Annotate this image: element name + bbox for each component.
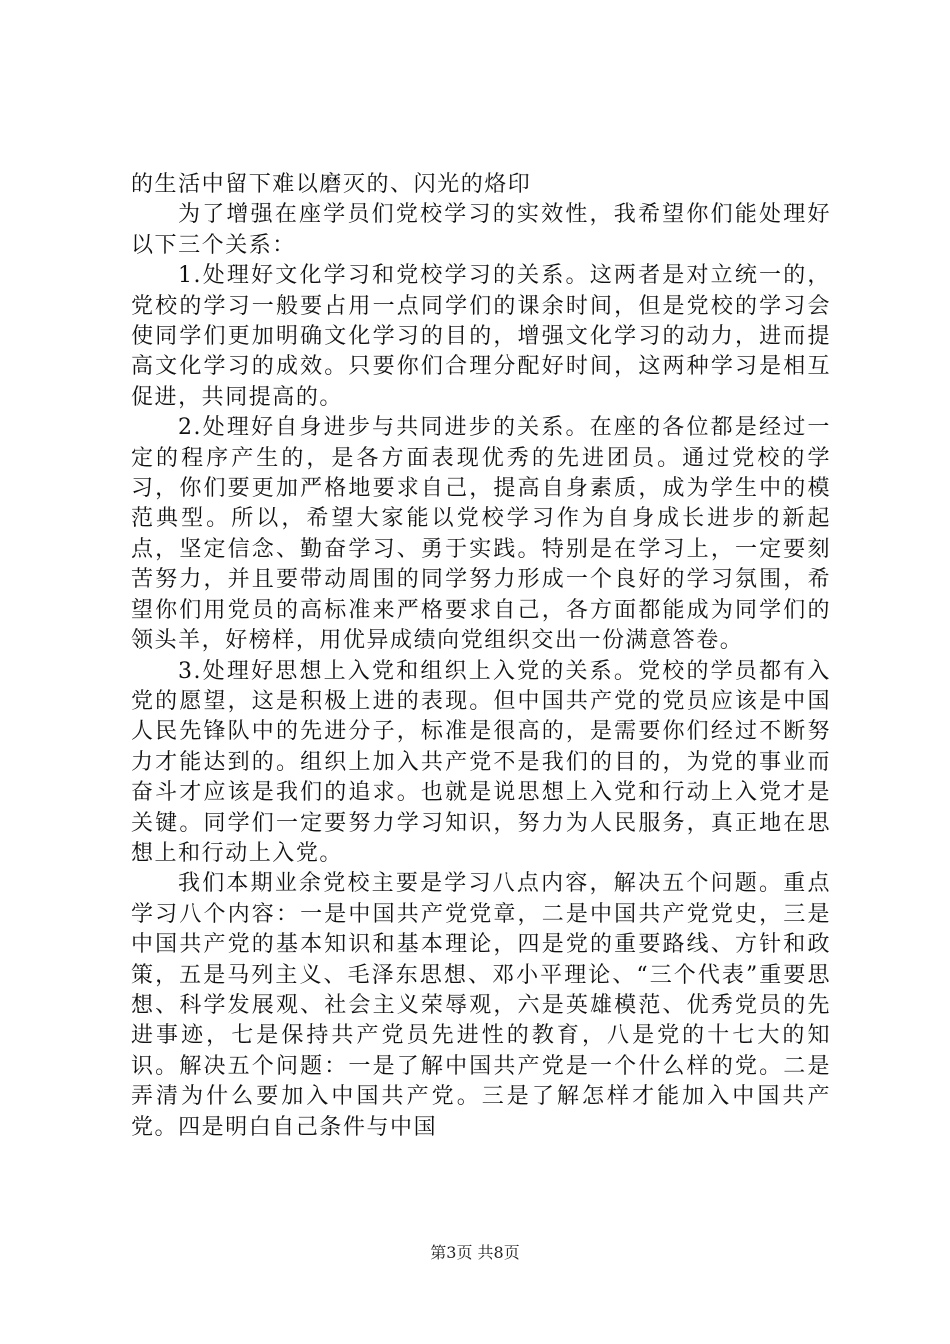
paragraph-study-content: 我们本期业余党校主要是学习八点内容，解决五个问题。重点学习八个内容：一是中国共产党党章，二是中国共产党党史，三是中国共产党的基本知识和基本理论，四是党的重要路线、方针和政策，五是马列主义、毛泽东思想、邓小平理论、“三个代表”重要思想、科学发展观、社会主义荣辱观，六是英雄模范、优秀党员的先进事迹，七是保持共产党员先进性的教育，八是党的十七大的知识。解决五个问题：一是了解中国共产党是一个什么样的党。二是弄清为什么要加入中国共产党。三是了解怎样才能加入中国共产党。四是明白自己条件与中国	[131, 871, 831, 1140]
page-number-footer: 第3页 共8页	[430, 1243, 520, 1262]
paragraph-relation-2: 2.处理好自身进步与共同进步的关系。在座的各位都是经过一定的程序产生的，是各方面表现优秀的先进团员。通过党校的学习，你们要更加严格地要求自己，提高自身素质，成为学生中的模范典型。所以，希望大家能以党校学习作为自身成长进步的新起点，坚定信念、勤奋学习、勇于实践。特别是在学习上，一定要刻苦努力，并且要带动周围的同学努力形成一个良好的学习氛围，希望你们用党员的高标准来严格要求自己，各方面都能成为同学们的领头羊，好榜样，用优异成绩向党组织交出一份满意答卷。	[131, 415, 831, 654]
paragraph-continuation: 的生活中留下难以磨灭的、闪光的烙印	[131, 172, 532, 197]
document-body	[131, 170, 831, 1143]
paragraph-relation-1: 1.处理好文化学习和党校学习的关系。这两者是对立统一的，党校的学习一般要占用一点同学们的课余时间，但是党校的学习会使同学们更加明确文化学习的目的，增强文化学习的动力，进而提高文化学习的成效。只要你们合理分配好时间，这两种学习是相互促进，共同提高的。	[131, 263, 831, 410]
paragraph-relation-3: 3.处理好思想上入党和组织上入党的关系。党校的学员都有入党的愿望，这是积极上进的表现。但中国共产党的党员应该是中国人民先锋队中的先进分子，标准是很高的，是需要你们经过不断努力才能达到的。组织上加入共产党不是我们的目的，为党的事业而奋斗才应该是我们的追求。也就是说思想上入党和行动上入党才是关键。同学们一定要努力学习知识，努力为人民服务，真正地在思想上和行动上入党。	[131, 658, 831, 866]
paragraph-intro: 为了增强在座学员们党校学习的实效性，我希望你们能处理好以下三个关系：	[131, 202, 831, 258]
